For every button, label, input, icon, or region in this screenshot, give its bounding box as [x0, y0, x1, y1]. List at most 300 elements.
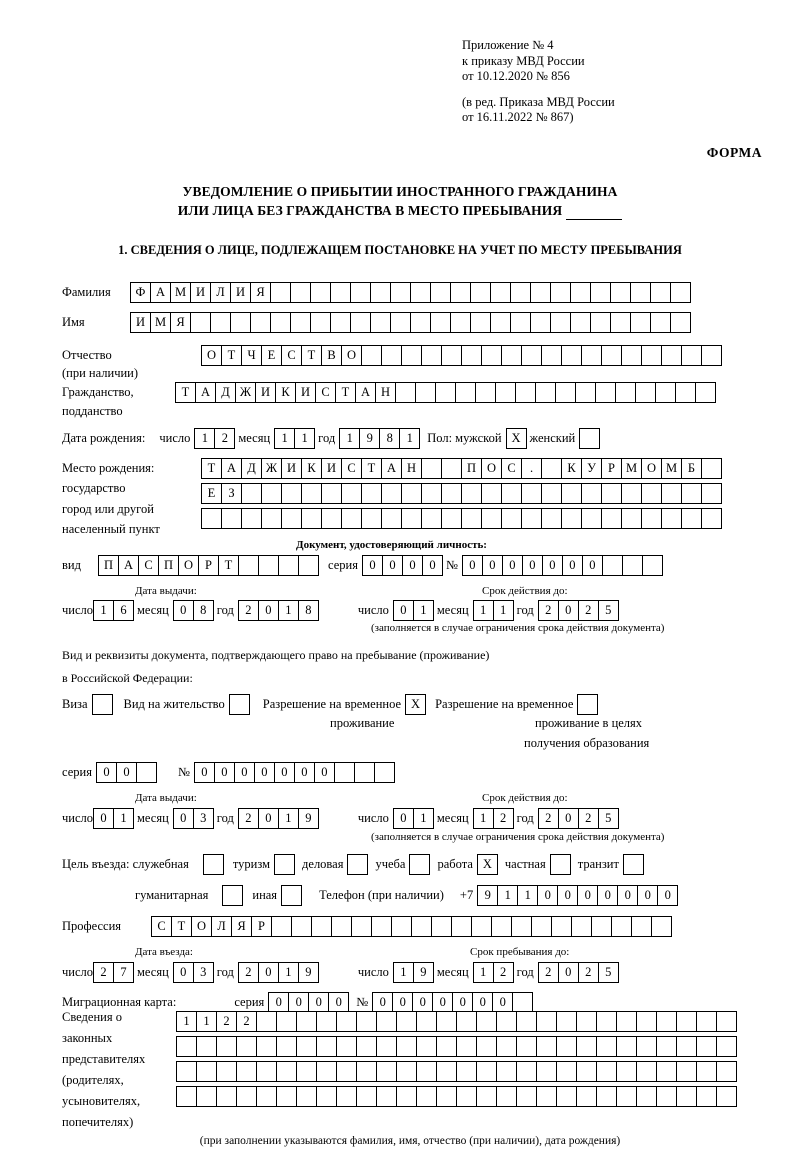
form-cell[interactable]: И [255, 382, 276, 403]
form-cell[interactable] [630, 312, 651, 333]
form-cell[interactable]: Т [218, 555, 239, 576]
form-cell[interactable]: 2 [538, 808, 559, 829]
form-cell[interactable] [556, 1061, 577, 1082]
form-cell[interactable]: 0 [562, 555, 583, 576]
legal-reps-input-1[interactable] [176, 1011, 736, 1032]
form-cell[interactable] [441, 483, 462, 504]
legal-reps-input-2[interactable] [176, 1036, 736, 1057]
form-cell[interactable] [396, 1011, 417, 1032]
form-cell[interactable] [441, 508, 462, 529]
form-cell[interactable]: 0 [173, 962, 194, 983]
form-cell[interactable]: 0 [173, 600, 194, 621]
form-cell[interactable]: 1 [413, 600, 434, 621]
form-cell[interactable]: Н [375, 382, 396, 403]
stay-issue-month-input[interactable] [173, 808, 213, 829]
form-cell[interactable] [621, 345, 642, 366]
form-cell[interactable]: 1 [294, 428, 315, 449]
form-cell[interactable] [555, 382, 576, 403]
form-cell[interactable]: 2 [578, 962, 599, 983]
form-cell[interactable]: М [661, 458, 682, 479]
form-cell[interactable] [436, 1061, 457, 1082]
form-cell[interactable] [276, 1036, 297, 1057]
form-cell[interactable]: 1 [93, 600, 114, 621]
form-cell[interactable] [401, 345, 422, 366]
form-cell[interactable]: 8 [379, 428, 400, 449]
stay-series-input[interactable] [96, 762, 156, 783]
form-cell[interactable] [270, 312, 291, 333]
form-cell[interactable] [650, 282, 671, 303]
form-cell[interactable] [216, 1036, 237, 1057]
form-cell[interactable] [334, 762, 355, 783]
form-cell[interactable] [370, 282, 391, 303]
identity-valid-month-input[interactable] [473, 600, 513, 621]
form-cell[interactable]: 2 [236, 1011, 257, 1032]
form-cell[interactable]: Л [211, 916, 232, 937]
form-cell[interactable] [561, 483, 582, 504]
form-cell[interactable]: А [118, 555, 139, 576]
form-cell[interactable]: 1 [413, 808, 434, 829]
form-cell[interactable] [695, 382, 716, 403]
form-cell[interactable] [350, 312, 371, 333]
form-cell[interactable]: М [170, 282, 191, 303]
form-cell[interactable] [576, 1036, 597, 1057]
form-cell[interactable] [316, 1086, 337, 1107]
form-cell[interactable] [421, 458, 442, 479]
form-cell[interactable] [396, 1086, 417, 1107]
form-cell[interactable] [636, 1011, 657, 1032]
form-cell[interactable]: О [481, 458, 502, 479]
form-cell[interactable] [421, 483, 442, 504]
form-cell[interactable]: 9 [413, 962, 434, 983]
form-cell[interactable]: 0 [234, 762, 255, 783]
form-cell[interactable] [256, 1061, 277, 1082]
form-cell[interactable] [501, 345, 522, 366]
form-cell[interactable] [596, 1036, 617, 1057]
form-cell[interactable] [536, 1011, 557, 1032]
form-cell[interactable] [416, 1061, 437, 1082]
form-cell[interactable]: 7 [113, 962, 134, 983]
form-cell[interactable]: 0 [452, 992, 473, 1013]
form-cell[interactable]: Н [401, 458, 422, 479]
form-cell[interactable] [256, 1011, 277, 1032]
form-cell[interactable]: X [477, 854, 498, 875]
form-cell[interactable] [216, 1061, 237, 1082]
purpose-transit-checkbox[interactable] [623, 854, 643, 875]
form-cell[interactable]: 0 [288, 992, 309, 1013]
form-cell[interactable] [370, 312, 391, 333]
birth-day-input[interactable] [194, 428, 234, 449]
identity-series-input[interactable] [362, 555, 442, 576]
form-cell[interactable] [456, 1086, 477, 1107]
form-cell[interactable]: . [521, 458, 542, 479]
form-cell[interactable]: И [321, 458, 342, 479]
form-cell[interactable] [296, 1011, 317, 1032]
form-cell[interactable] [229, 694, 250, 715]
form-cell[interactable]: Ж [235, 382, 256, 403]
form-cell[interactable] [261, 483, 282, 504]
form-cell[interactable]: Т [201, 458, 222, 479]
form-cell[interactable] [576, 1061, 597, 1082]
form-cell[interactable] [623, 854, 644, 875]
form-cell[interactable] [456, 1036, 477, 1057]
form-cell[interactable] [430, 312, 451, 333]
legal-reps-input-4[interactable] [176, 1086, 736, 1107]
form-cell[interactable] [331, 916, 352, 937]
temp-residence-checkbox[interactable] [405, 694, 425, 715]
form-cell[interactable] [271, 916, 292, 937]
form-cell[interactable] [551, 916, 572, 937]
form-cell[interactable]: 0 [393, 808, 414, 829]
form-cell[interactable] [521, 483, 542, 504]
form-cell[interactable]: 0 [258, 962, 279, 983]
form-cell[interactable]: 0 [372, 992, 393, 1013]
form-cell[interactable]: И [281, 458, 302, 479]
form-cell[interactable]: П [158, 555, 179, 576]
form-cell[interactable]: 0 [522, 555, 543, 576]
form-cell[interactable] [535, 382, 556, 403]
form-cell[interactable] [241, 508, 262, 529]
form-cell[interactable] [595, 382, 616, 403]
form-cell[interactable]: 0 [557, 885, 578, 906]
form-cell[interactable]: С [501, 458, 522, 479]
form-cell[interactable] [615, 382, 636, 403]
form-cell[interactable]: Б [681, 458, 702, 479]
form-cell[interactable]: 0 [294, 762, 315, 783]
form-cell[interactable] [470, 312, 491, 333]
form-cell[interactable]: 3 [193, 808, 214, 829]
form-cell[interactable] [435, 382, 456, 403]
birth-place-state-input[interactable] [201, 458, 721, 479]
form-cell[interactable] [256, 1086, 277, 1107]
form-cell[interactable] [516, 1011, 537, 1032]
form-cell[interactable]: И [295, 382, 316, 403]
form-cell[interactable]: Д [215, 382, 236, 403]
form-cell[interactable]: З [221, 483, 242, 504]
form-cell[interactable]: 0 [657, 885, 678, 906]
form-cell[interactable]: 0 [412, 992, 433, 1013]
form-cell[interactable] [281, 508, 302, 529]
form-cell[interactable] [491, 916, 512, 937]
form-cell[interactable]: С [151, 916, 172, 937]
form-cell[interactable] [441, 345, 462, 366]
form-cell[interactable] [451, 916, 472, 937]
form-cell[interactable] [276, 1061, 297, 1082]
form-cell[interactable] [330, 282, 351, 303]
form-cell[interactable] [581, 508, 602, 529]
form-cell[interactable] [261, 508, 282, 529]
form-cell[interactable]: 1 [473, 962, 494, 983]
form-cell[interactable]: 5 [598, 808, 619, 829]
form-cell[interactable]: Л [210, 282, 231, 303]
form-cell[interactable] [395, 382, 416, 403]
purpose-humanitarian-checkbox[interactable] [222, 885, 242, 906]
form-cell[interactable]: 2 [538, 600, 559, 621]
form-cell[interactable] [350, 282, 371, 303]
birth-month-input[interactable] [274, 428, 314, 449]
form-cell[interactable] [577, 694, 598, 715]
form-cell[interactable] [510, 282, 531, 303]
form-cell[interactable] [655, 382, 676, 403]
form-cell[interactable]: 1 [473, 808, 494, 829]
form-cell[interactable]: 1 [196, 1011, 217, 1032]
form-cell[interactable]: А [355, 382, 376, 403]
form-cell[interactable]: А [150, 282, 171, 303]
form-cell[interactable] [390, 312, 411, 333]
form-cell[interactable]: 0 [274, 762, 295, 783]
purpose-private-checkbox[interactable] [550, 854, 570, 875]
form-cell[interactable]: 0 [328, 992, 349, 1013]
form-cell[interactable] [381, 483, 402, 504]
residence-checkbox[interactable] [229, 694, 249, 715]
form-cell[interactable] [222, 885, 243, 906]
name-input[interactable] [130, 312, 690, 333]
form-cell[interactable] [481, 345, 502, 366]
form-cell[interactable]: 0 [582, 555, 603, 576]
form-cell[interactable]: 0 [393, 600, 414, 621]
migration-number-input[interactable] [372, 992, 532, 1013]
form-cell[interactable] [530, 312, 551, 333]
form-cell[interactable] [396, 1036, 417, 1057]
form-cell[interactable] [351, 916, 372, 937]
form-cell[interactable] [238, 555, 259, 576]
form-cell[interactable]: Т [221, 345, 242, 366]
form-cell[interactable]: 1 [493, 600, 514, 621]
stay-until-month-input[interactable] [473, 962, 513, 983]
sex-female-checkbox[interactable] [579, 428, 599, 449]
form-cell[interactable] [376, 1061, 397, 1082]
form-cell[interactable]: 2 [238, 962, 259, 983]
form-cell[interactable]: 2 [216, 1011, 237, 1032]
form-cell[interactable] [631, 916, 652, 937]
form-cell[interactable] [550, 282, 571, 303]
form-cell[interactable]: 5 [598, 600, 619, 621]
form-cell[interactable] [530, 282, 551, 303]
form-cell[interactable] [636, 1086, 657, 1107]
form-cell[interactable]: 2 [493, 808, 514, 829]
form-cell[interactable] [536, 1086, 557, 1107]
form-cell[interactable] [601, 508, 622, 529]
form-cell[interactable] [496, 1036, 517, 1057]
form-cell[interactable] [602, 555, 623, 576]
purpose-work-checkbox[interactable] [477, 854, 497, 875]
form-cell[interactable]: Е [261, 345, 282, 366]
form-cell[interactable] [541, 458, 562, 479]
form-cell[interactable] [596, 1086, 617, 1107]
form-cell[interactable]: 1 [278, 962, 299, 983]
form-cell[interactable] [521, 345, 542, 366]
entry-day-input[interactable] [93, 962, 133, 983]
form-cell[interactable]: Ж [261, 458, 282, 479]
form-cell[interactable] [490, 312, 511, 333]
form-cell[interactable]: 1 [517, 885, 538, 906]
form-cell[interactable] [356, 1036, 377, 1057]
form-cell[interactable]: Д [241, 458, 262, 479]
form-cell[interactable] [196, 1036, 217, 1057]
purpose-other-checkbox[interactable] [281, 885, 301, 906]
form-cell[interactable] [495, 382, 516, 403]
form-cell[interactable] [610, 282, 631, 303]
form-cell[interactable]: Я [170, 312, 191, 333]
form-cell[interactable]: 2 [578, 600, 599, 621]
form-cell[interactable]: П [461, 458, 482, 479]
form-cell[interactable] [456, 1011, 477, 1032]
form-cell[interactable]: 3 [193, 962, 214, 983]
form-cell[interactable] [581, 345, 602, 366]
form-cell[interactable] [676, 1036, 697, 1057]
form-cell[interactable] [601, 483, 622, 504]
form-cell[interactable]: И [190, 282, 211, 303]
form-cell[interactable] [496, 1061, 517, 1082]
form-cell[interactable]: 0 [617, 885, 638, 906]
form-cell[interactable] [701, 483, 722, 504]
form-cell[interactable] [330, 312, 351, 333]
entry-year-input[interactable] [238, 962, 318, 983]
form-cell[interactable] [581, 483, 602, 504]
form-cell[interactable] [361, 483, 382, 504]
form-cell[interactable]: 8 [298, 600, 319, 621]
stay-valid-year-input[interactable] [538, 808, 618, 829]
form-cell[interactable] [356, 1061, 377, 1082]
form-cell[interactable] [670, 312, 691, 333]
stay-issue-year-input[interactable] [238, 808, 318, 829]
form-cell[interactable] [241, 483, 262, 504]
form-cell[interactable]: С [315, 382, 336, 403]
form-cell[interactable] [512, 992, 533, 1013]
form-cell[interactable]: 1 [393, 962, 414, 983]
identity-issue-day-input[interactable] [93, 600, 133, 621]
form-cell[interactable] [481, 483, 502, 504]
form-cell[interactable]: С [138, 555, 159, 576]
form-cell[interactable] [436, 1036, 457, 1057]
legal-reps-input-3[interactable] [176, 1061, 736, 1082]
form-cell[interactable] [561, 345, 582, 366]
form-cell[interactable] [590, 282, 611, 303]
form-cell[interactable] [411, 916, 432, 937]
form-cell[interactable]: О [201, 345, 222, 366]
form-cell[interactable] [579, 428, 600, 449]
form-cell[interactable] [461, 508, 482, 529]
form-cell[interactable] [290, 312, 311, 333]
form-cell[interactable] [461, 483, 482, 504]
form-cell[interactable] [361, 508, 382, 529]
form-cell[interactable] [416, 1086, 437, 1107]
form-cell[interactable] [450, 282, 471, 303]
form-cell[interactable] [696, 1086, 717, 1107]
form-cell[interactable]: П [98, 555, 119, 576]
form-cell[interactable]: Р [601, 458, 622, 479]
form-cell[interactable]: Р [251, 916, 272, 937]
form-cell[interactable]: 1 [194, 428, 215, 449]
form-cell[interactable]: Т [171, 916, 192, 937]
form-cell[interactable] [635, 382, 656, 403]
form-cell[interactable] [390, 282, 411, 303]
form-cell[interactable]: 9 [477, 885, 498, 906]
form-cell[interactable] [616, 1011, 637, 1032]
form-cell[interactable] [641, 483, 662, 504]
form-cell[interactable] [556, 1086, 577, 1107]
form-cell[interactable] [701, 508, 722, 529]
form-cell[interactable]: Ф [130, 282, 151, 303]
form-cell[interactable]: 0 [502, 555, 523, 576]
form-cell[interactable] [354, 762, 375, 783]
sex-male-checkbox[interactable] [506, 428, 526, 449]
form-cell[interactable] [276, 1086, 297, 1107]
form-cell[interactable] [316, 1011, 337, 1032]
form-cell[interactable] [250, 312, 271, 333]
form-cell[interactable] [516, 1086, 537, 1107]
form-cell[interactable] [616, 1036, 637, 1057]
form-cell[interactable] [481, 508, 502, 529]
form-cell[interactable]: Ч [241, 345, 262, 366]
form-cell[interactable] [641, 508, 662, 529]
form-cell[interactable] [650, 312, 671, 333]
form-cell[interactable]: 1 [274, 428, 295, 449]
form-cell[interactable] [461, 345, 482, 366]
form-cell[interactable]: Т [301, 345, 322, 366]
form-cell[interactable]: 8 [193, 600, 214, 621]
form-cell[interactable] [381, 345, 402, 366]
form-cell[interactable]: 0 [462, 555, 483, 576]
form-cell[interactable]: Е [201, 483, 222, 504]
form-cell[interactable]: 0 [93, 808, 114, 829]
form-cell[interactable] [636, 1036, 657, 1057]
form-cell[interactable] [622, 555, 643, 576]
form-cell[interactable]: Т [175, 382, 196, 403]
form-cell[interactable] [376, 1011, 397, 1032]
form-cell[interactable] [716, 1061, 737, 1082]
form-cell[interactable] [347, 854, 368, 875]
form-cell[interactable] [716, 1086, 737, 1107]
form-cell[interactable] [475, 382, 496, 403]
form-cell[interactable] [516, 1061, 537, 1082]
form-cell[interactable] [371, 916, 392, 937]
form-cell[interactable]: 1 [278, 808, 299, 829]
form-cell[interactable]: С [281, 345, 302, 366]
form-cell[interactable]: К [301, 458, 322, 479]
purpose-study-checkbox[interactable] [409, 854, 429, 875]
form-cell[interactable] [356, 1086, 377, 1107]
form-cell[interactable] [450, 312, 471, 333]
form-cell[interactable] [190, 312, 211, 333]
form-cell[interactable] [681, 483, 702, 504]
form-cell[interactable] [376, 1036, 397, 1057]
form-cell[interactable]: Я [231, 916, 252, 937]
form-cell[interactable] [196, 1061, 217, 1082]
edu-residence-checkbox[interactable] [577, 694, 597, 715]
form-cell[interactable] [716, 1036, 737, 1057]
form-cell[interactable] [290, 282, 311, 303]
form-cell[interactable]: 1 [113, 808, 134, 829]
form-cell[interactable]: О [178, 555, 199, 576]
form-cell[interactable]: 1 [497, 885, 518, 906]
form-cell[interactable] [471, 916, 492, 937]
form-cell[interactable] [455, 382, 476, 403]
form-cell[interactable] [296, 1036, 317, 1057]
form-cell[interactable]: М [621, 458, 642, 479]
form-cell[interactable] [550, 312, 571, 333]
form-cell[interactable] [416, 1011, 437, 1032]
form-cell[interactable] [661, 345, 682, 366]
form-cell[interactable] [421, 345, 442, 366]
form-cell[interactable] [656, 1036, 677, 1057]
form-cell[interactable] [310, 282, 331, 303]
stay-valid-day-input[interactable] [393, 808, 433, 829]
form-cell[interactable]: 0 [432, 992, 453, 1013]
form-cell[interactable]: 1 [399, 428, 420, 449]
identity-valid-year-input[interactable] [538, 600, 618, 621]
form-cell[interactable] [196, 1086, 217, 1107]
form-cell[interactable] [176, 1086, 197, 1107]
